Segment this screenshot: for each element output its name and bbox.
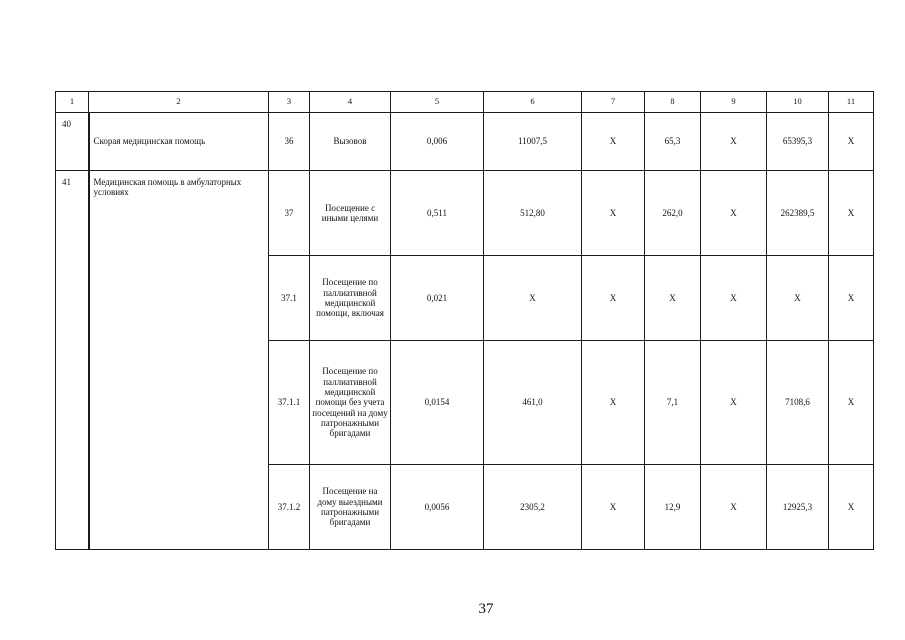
column-header: 5 xyxy=(391,92,484,113)
row-number: 41 xyxy=(56,171,89,550)
table-cell: X xyxy=(645,256,701,341)
unit-cell: Вызовов xyxy=(310,113,391,171)
table-cell: 0,511 xyxy=(391,171,484,256)
table-cell: 2305,2 xyxy=(484,465,582,550)
table-cell: X xyxy=(829,256,874,341)
column-header: 8 xyxy=(645,92,701,113)
table-cell: 65,3 xyxy=(645,113,701,171)
row-code: 37.1.1 xyxy=(269,341,310,465)
row-code: 36 xyxy=(269,113,310,171)
table-cell: X xyxy=(582,171,645,256)
table-cell: 512,80 xyxy=(484,171,582,256)
row-code: 37 xyxy=(269,171,310,256)
unit-cell: Посещение по паллиативной медицинской помощи без учета посещений на дому патронажными бригадами xyxy=(310,341,391,465)
table-cell: 262,0 xyxy=(645,171,701,256)
column-header: 4 xyxy=(310,92,391,113)
table-cell: X xyxy=(701,113,767,171)
column-header: 9 xyxy=(701,92,767,113)
row-name: Скорая медицинская помощь xyxy=(89,113,269,171)
unit-cell: Посещение по паллиативной медицинской помощи, включая xyxy=(310,256,391,341)
table-cell: X xyxy=(701,465,767,550)
table-cell: X xyxy=(582,341,645,465)
table-cell: 11007,5 xyxy=(484,113,582,171)
table-cell: X xyxy=(484,256,582,341)
header-row xyxy=(56,92,874,113)
column-header: 3 xyxy=(269,92,310,113)
table-cell: X xyxy=(829,171,874,256)
table-cell: 0,0056 xyxy=(391,465,484,550)
table-cell: 0,006 xyxy=(391,113,484,171)
table-cell: 65395,3 xyxy=(767,113,829,171)
table-row xyxy=(56,113,874,171)
column-header: 2 xyxy=(89,92,269,113)
table-cell: X xyxy=(767,256,829,341)
column-header: 10 xyxy=(767,92,829,113)
table-cell: 12925,3 xyxy=(767,465,829,550)
table-cell: 0,021 xyxy=(391,256,484,341)
unit-cell: Посещение на дому выездными патронажными бригадами xyxy=(310,465,391,550)
data-table xyxy=(55,91,874,550)
table-cell: 0,0154 xyxy=(391,341,484,465)
table-cell: 461,0 xyxy=(484,341,582,465)
row-name: Медицинская помощь в амбулаторных условиях xyxy=(89,171,269,550)
table-cell: 7108,6 xyxy=(767,341,829,465)
row-code: 37.1 xyxy=(269,256,310,341)
row-number: 40 xyxy=(56,113,89,171)
page-number: 37 xyxy=(478,601,494,617)
table-cell: 262389,5 xyxy=(767,171,829,256)
table-cell: X xyxy=(582,256,645,341)
column-header: 1 xyxy=(56,92,89,113)
column-header: 7 xyxy=(582,92,645,113)
table-cell: X xyxy=(701,171,767,256)
table-cell: X xyxy=(582,465,645,550)
table-cell: X xyxy=(829,465,874,550)
unit-cell: Посещение с иными целями xyxy=(310,171,391,256)
table-cell: 7,1 xyxy=(645,341,701,465)
table-cell: X xyxy=(829,341,874,465)
column-header: 11 xyxy=(829,92,874,113)
column-header: 6 xyxy=(484,92,582,113)
table-cell: X xyxy=(701,256,767,341)
row-code: 37.1.2 xyxy=(269,465,310,550)
table-cell: X xyxy=(701,341,767,465)
table-cell: 12,9 xyxy=(645,465,701,550)
table-cell: X xyxy=(582,113,645,171)
table-row xyxy=(56,171,874,256)
table-cell: X xyxy=(829,113,874,171)
